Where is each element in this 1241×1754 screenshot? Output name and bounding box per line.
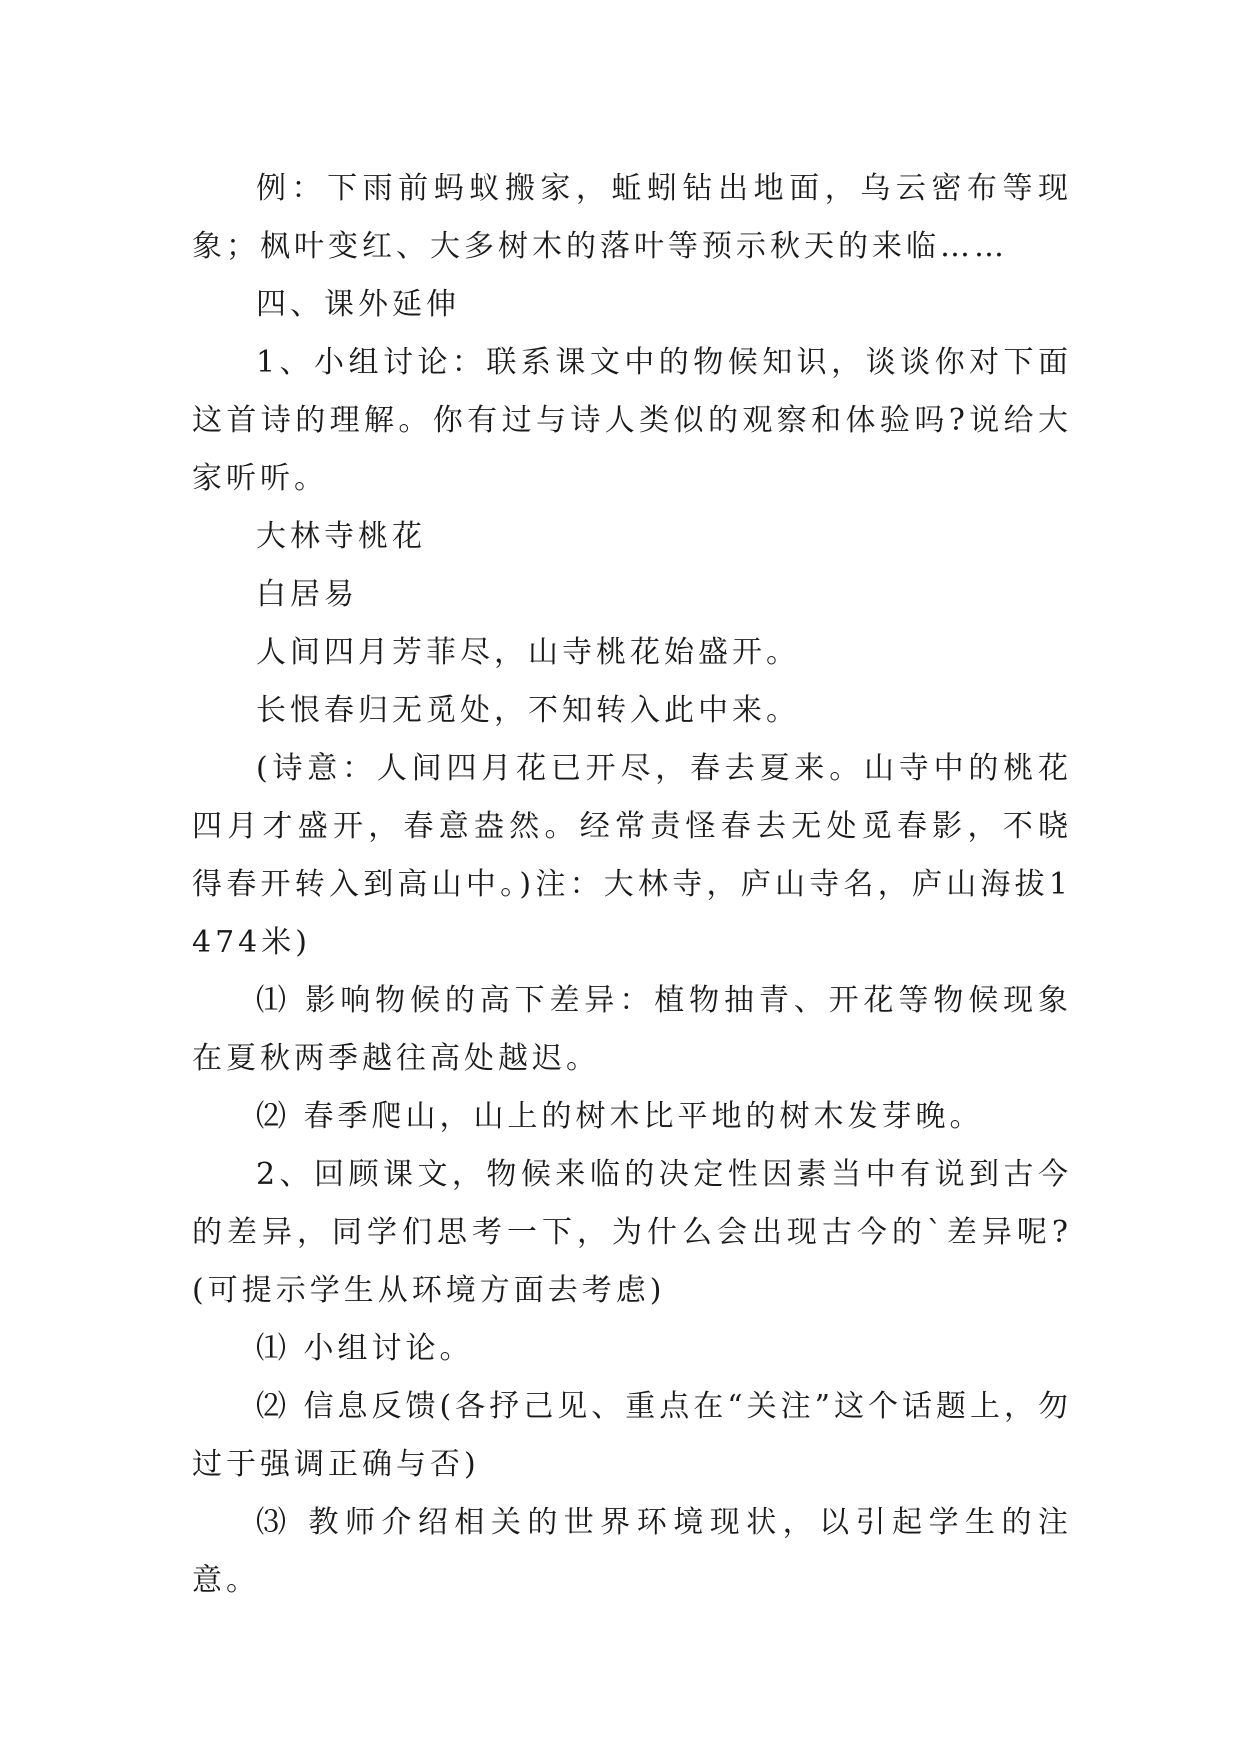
section-heading-extension: 四、课外延伸 bbox=[256, 287, 460, 322]
poem-title: 大林寺桃花 bbox=[256, 519, 426, 554]
paragraph-point-1: ⑴ 影响物候的高下差异：植物抽青、开花等物候现象在夏秋两季越往高处越迟。 bbox=[192, 983, 1072, 1076]
paragraph-step-3: ⑶ 教师介绍相关的世界环境现状，以引起学生的注意。 bbox=[192, 1505, 1072, 1598]
paragraph-example: 例：下雨前蚂蚁搬家，蚯蚓钻出地面，乌云密布等现象；枫叶变红、大多树木的落叶等预示秋天的来临…… bbox=[192, 171, 1072, 264]
paragraph-review: 2、回顾课文，物候来临的决定性因素当中有说到古今的差异，同学们思考一下，为什么会出现古今的`差异呢?(可提示学生从环境方面去考虑) bbox=[192, 1157, 1072, 1308]
paragraph-poem-meaning: (诗意：人间四月花已开尽，春去夏来。山寺中的桃花四月才盛开，春意盎然。经常责怪春去无处觅春影，不晓得春开转入到高山中。)注：大林寺，庐山寺名，庐山海拔1474米) bbox=[192, 751, 1072, 960]
poem-line-2: 长恨春归无觅处，不知转入此中来。 bbox=[256, 693, 800, 728]
poem-line-1: 人间四月芳菲尽，山寺桃花始盛开。 bbox=[256, 635, 800, 670]
paragraph-step-2: ⑵ 信息反馈(各抒己见、重点在“关注”这个话题上，勿过于强调正确与否) bbox=[192, 1389, 1072, 1482]
document-body bbox=[192, 160, 1072, 1610]
paragraph-group-discussion: 1、小组讨论：联系课文中的物候知识，谈谈你对下面这首诗的理解。你有过与诗人类似的观察和体验吗?说给大家听听。 bbox=[192, 345, 1072, 496]
paragraph-point-2: ⑵ 春季爬山，山上的树木比平地的树木发芽晚。 bbox=[256, 1099, 984, 1134]
poem-author: 白居易 bbox=[256, 577, 358, 612]
paragraph-step-1: ⑴ 小组讨论。 bbox=[256, 1331, 474, 1366]
